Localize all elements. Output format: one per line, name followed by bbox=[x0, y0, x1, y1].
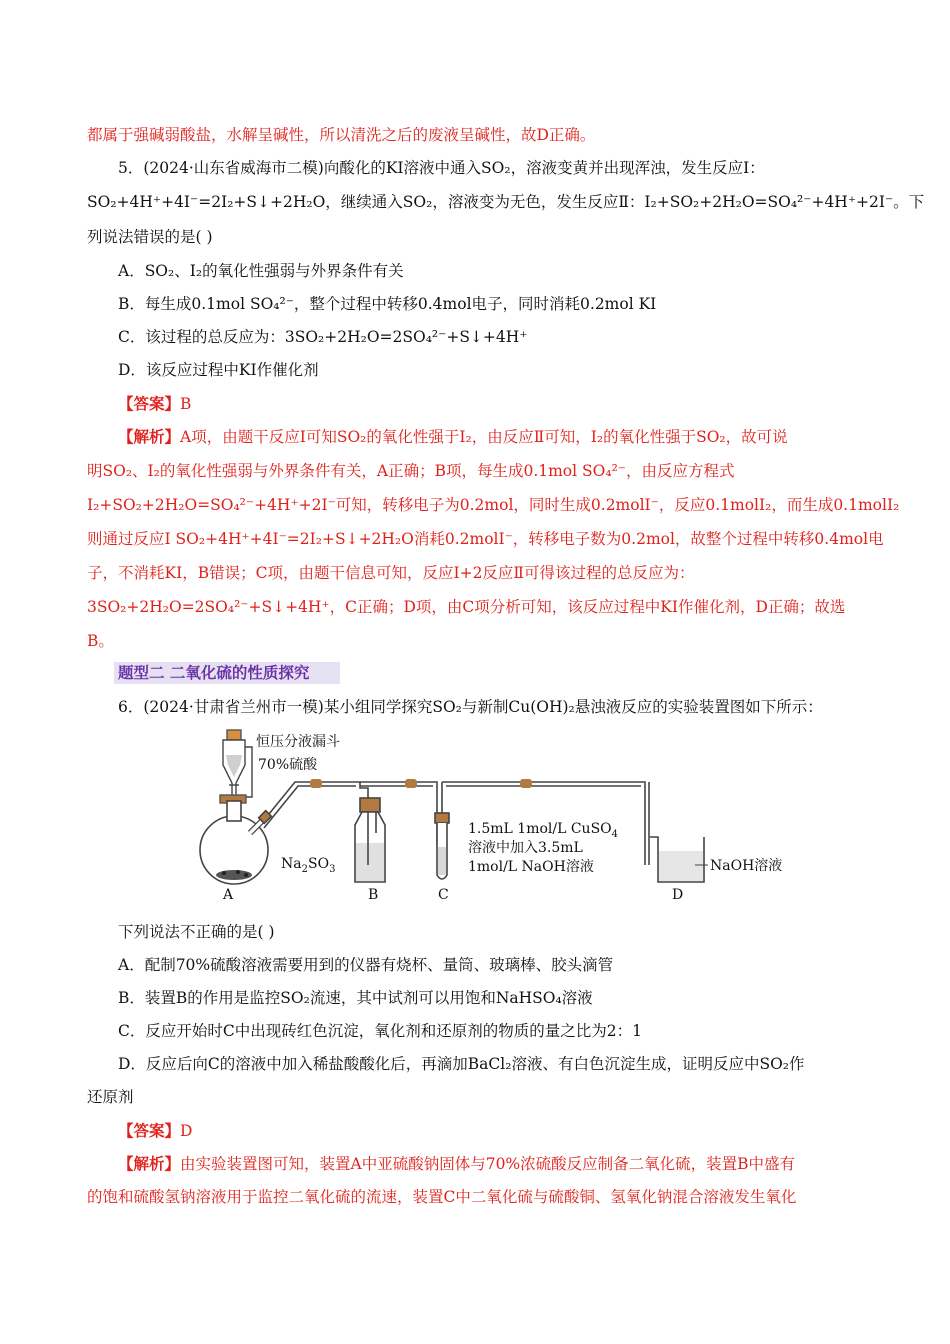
label-c: C bbox=[438, 887, 449, 903]
section-heading: 题型二 二氧化硫的性质探究 bbox=[114, 662, 340, 684]
q5-stem-line2: SO₂+4H⁺+4I⁻=2I₂+S↓+2H₂O，继续通入SO₂，溶液变为无色，发生反应Ⅱ：I₂+SO₂+2H₂O=SO₄²⁻+4H⁺+2I⁻。下 bbox=[87, 193, 925, 211]
q6-stem: 6．(2024·甘肃省兰州市一模)某小组同学探究SO₂与新制Cu(OH)₂悬浊液反应的实验装置图如下所示： bbox=[118, 698, 823, 716]
test-tube-c-icon bbox=[435, 813, 449, 879]
q5-option-b: B．每生成0.1mol SO₄²⁻，整个过程中转移0.4mol电子，同时消耗0.2mol KI bbox=[118, 295, 657, 313]
q5-analysis-line7: B。 bbox=[87, 632, 114, 650]
flask-a-icon bbox=[200, 801, 271, 884]
q5-analysis-line1 bbox=[118, 427, 788, 447]
q5-answer bbox=[118, 394, 191, 414]
q5-option-a: A．SO₂、I₂的氧化性强弱与外界条件有关 bbox=[118, 262, 404, 280]
analysis-tag: 【解析】 bbox=[118, 1154, 181, 1173]
q5-analysis-line6: 3SO₂+2H₂O=2SO₄²⁻+S↓+4H⁺，C正确；D项，由C项分析可知，该反应过程中KI作催化剂，D正确；故选 bbox=[87, 598, 846, 616]
beaker-d-icon bbox=[650, 837, 704, 882]
q5-option-c: C．该过程的总反应为：3SO₂+2H₂O=2SO₄²⁻+S↓+4H⁺ bbox=[118, 328, 528, 346]
q6-option-d-line2: 还原剂 bbox=[87, 1088, 134, 1106]
salt-label: $Na_2SO_3$ bbox=[281, 856, 336, 875]
q5-analysis-line5: 子，不消耗KI，B错误；C项，由题干信息可知，反应I+2反应Ⅱ可得该过程的总反应为： bbox=[87, 564, 695, 582]
acid-label: 70%硫酸 bbox=[258, 757, 318, 773]
q5-analysis-line4: 则通过反应I SO₂+4H⁺+4I⁻=2I₂+S↓+2H₂O消耗0.2molI⁻，转移电子数为0.2mol，故整个过程中转移0.4mol电 bbox=[87, 530, 884, 548]
apparatus-figure bbox=[190, 725, 810, 910]
analysis-text: A项，由题干反应I可知SO₂的氧化性强于I₂，由反应Ⅱ可知，I₂的氧化性强于SO₂，故可说 bbox=[180, 428, 788, 446]
q5-stem: 5．(2024·山东省威海市二模)向酸化的KI溶液中通入SO₂，溶液变黄并出现浑浊，发生反应Ⅰ： bbox=[118, 159, 765, 177]
c-reagent-line2: 溶液中加入3.5mL bbox=[468, 840, 583, 856]
q5-stem-line3: 列说法错误的是( ) bbox=[87, 228, 213, 246]
q5-analysis-line2: 明SO₂、I₂的氧化性强弱与外界条件有关，A正确；B项，每生成0.1mol SO₄²⁻，由反应方程式 bbox=[87, 462, 735, 480]
q5-option-d: D．该反应过程中KI作催化剂 bbox=[118, 361, 319, 379]
q6-analysis-line1 bbox=[118, 1154, 795, 1174]
q6-question: 下列说法不正确的是( ) bbox=[118, 923, 275, 941]
q6-option-c: C．反应开始时C中出现砖红色沉淀，氧化剂和还原剂的物质的量之比为2：1 bbox=[118, 1022, 642, 1040]
q6-option-b: B．装置B的作用是监控SO₂流速，其中试剂可以用饱和NaHSO₄溶液 bbox=[118, 989, 593, 1007]
analysis-text: 由实验装置图可知，装置A中亚硫酸钠固体与70%浓硫酸反应制备二氧化硫，装置B中盛有 bbox=[180, 1155, 796, 1173]
label-a: A bbox=[223, 887, 234, 903]
naoh-label: NaOH溶液 bbox=[710, 858, 783, 874]
q6-answer bbox=[118, 1121, 192, 1141]
answer-tag: 【答案】 bbox=[118, 394, 181, 413]
label-b: B bbox=[368, 887, 379, 903]
c-reagent-line1: 1.5mL 1mol/L CuSO$_4$ bbox=[468, 821, 619, 840]
prev-analysis-tail: 都属于强碱弱酸盐，水解呈碱性，所以清洗之后的废液呈碱性，故D正确。 bbox=[87, 126, 596, 144]
answer-tag: 【答案】 bbox=[118, 1121, 181, 1140]
answer-value: D bbox=[180, 1122, 193, 1140]
funnel-label: 恒压分液漏斗 bbox=[256, 734, 340, 750]
q6-option-d: D．反应后向C的溶液中加入稀盐酸酸化后，再滴加BaCl₂溶液、有白色沉淀生成，证明反应中SO₂作 bbox=[118, 1055, 805, 1073]
dropping-funnel-icon bbox=[220, 730, 252, 803]
q6-analysis-line2: 的饱和硫酸氢钠溶液用于监控二氧化硫的流速，装置C中二氧化硫与硫酸铜、氢氧化钠混合溶液发生氧化 bbox=[87, 1188, 797, 1206]
bottle-b-icon bbox=[355, 798, 385, 882]
c-reagent-line3: 1mol/L NaOH溶液 bbox=[468, 859, 594, 875]
analysis-tag: 【解析】 bbox=[118, 427, 181, 446]
q6-option-a: A．配制70%硫酸溶液需要用到的仪器有烧杯、量筒、玻璃棒、胶头滴管 bbox=[118, 956, 614, 974]
answer-value: B bbox=[180, 395, 192, 413]
q5-analysis-line3: I₂+SO₂+2H₂O=SO₄²⁻+4H⁺+2I⁻可知，转移电子为0.2mol，同时生成0.2molI⁻，反应0.1molI₂，而生成0.1molI₂ bbox=[87, 496, 900, 514]
label-d: D bbox=[672, 887, 684, 903]
